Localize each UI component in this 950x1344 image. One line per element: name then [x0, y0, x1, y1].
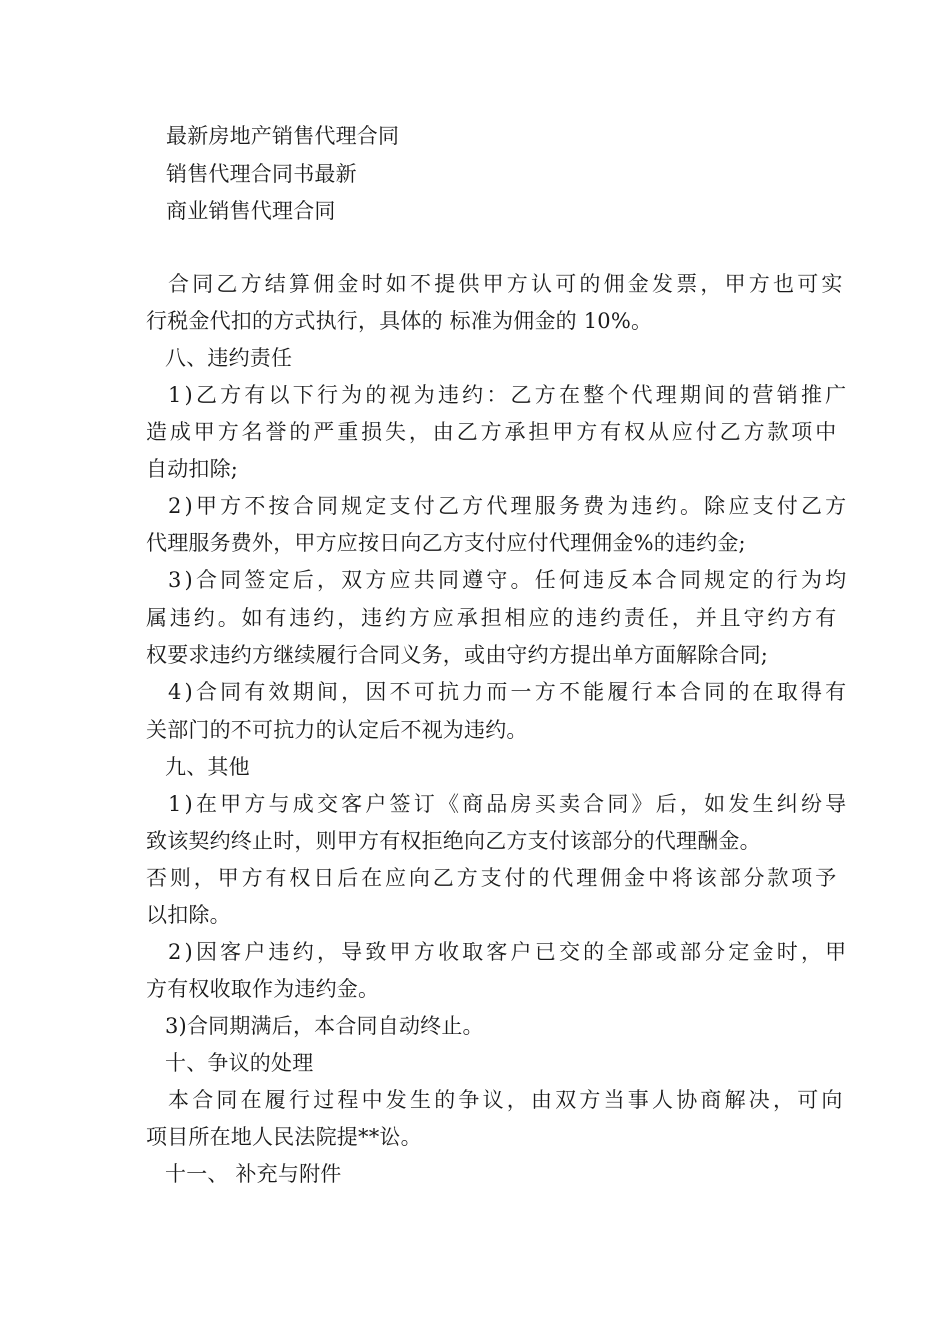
section-heading: 八、违约责任: [165, 346, 293, 370]
paragraph-line: 造成甲方名誉的严重损失，由乙方承担甲方有权从应付乙方款项中: [146, 420, 840, 444]
paragraph-line: 属违约。如有违约，违约方应承担相应的违约责任，并且守约方有: [146, 606, 840, 630]
related-title-1[interactable]: 最新房地产销售代理合同: [166, 124, 400, 148]
paragraph-line: 2)甲方不按合同规定支付乙方代理服务费为违约。除应支付乙方: [168, 494, 850, 518]
paragraph-line: 4)合同有效期间，因不可抗力而一方不能履行本合同的在取得有: [168, 680, 850, 704]
section-heading: 九、其他: [165, 755, 250, 779]
paragraph-line: 1)在甲方与成交客户签订《商品房买卖合同》后，如发生纠纷导: [168, 792, 850, 816]
related-title-2[interactable]: 销售代理合同书最新: [166, 162, 357, 186]
paragraph-line: 3)合同签定后，双方应共同遵守。任何违反本合同规定的行为均: [168, 568, 850, 592]
paragraph-line: 自动扣除;: [146, 457, 239, 481]
paragraph-line: 2)因客户违约，导致甲方收取客户已交的全部或部分定金时，甲: [168, 940, 850, 964]
paragraph-line: 代理服务费外，甲方应按日向乙方支付应付代理佣金%的违约金;: [146, 531, 746, 555]
paragraph-line: 关部门的不可抗力的认定后不视为违约。: [146, 718, 528, 742]
paragraph-line: 1)乙方有以下行为的视为违约：乙方在整个代理期间的营销推广: [168, 383, 850, 407]
paragraph-line: 合同乙方结算佣金时如不提供甲方认可的佣金发票，甲方也可实: [168, 272, 846, 296]
related-title-3[interactable]: 商业销售代理合同: [166, 199, 336, 223]
paragraph-line: 行税金代扣的方式执行，具体的 标准为佣金的 10%。: [146, 309, 653, 333]
paragraph-line: 3)合同期满后，本合同自动终止。: [165, 1014, 484, 1038]
section-heading: 十、争议的处理: [165, 1051, 314, 1075]
paragraph-line: 本合同在履行过程中发生的争议，由双方当事人协商解决，可向: [168, 1088, 846, 1112]
paragraph-line: 方有权收取作为违约金。: [146, 977, 380, 1001]
paragraph-line: 否则，甲方有权日后在应向乙方支付的代理佣金中将该部分款项予: [146, 866, 840, 890]
paragraph-line: 致该契约终止时，则甲方有权拒绝向乙方支付该部分的代理酬金。: [146, 829, 761, 853]
section-heading: 十一、 补充与附件: [165, 1162, 342, 1186]
paragraph-line: 权要求违约方继续履行合同义务，或由守约方提出单方面解除合同;: [146, 643, 769, 667]
paragraph-line: 项目所在地人民法院提**讼。: [146, 1125, 422, 1149]
paragraph-line: 以扣除。: [146, 903, 231, 927]
